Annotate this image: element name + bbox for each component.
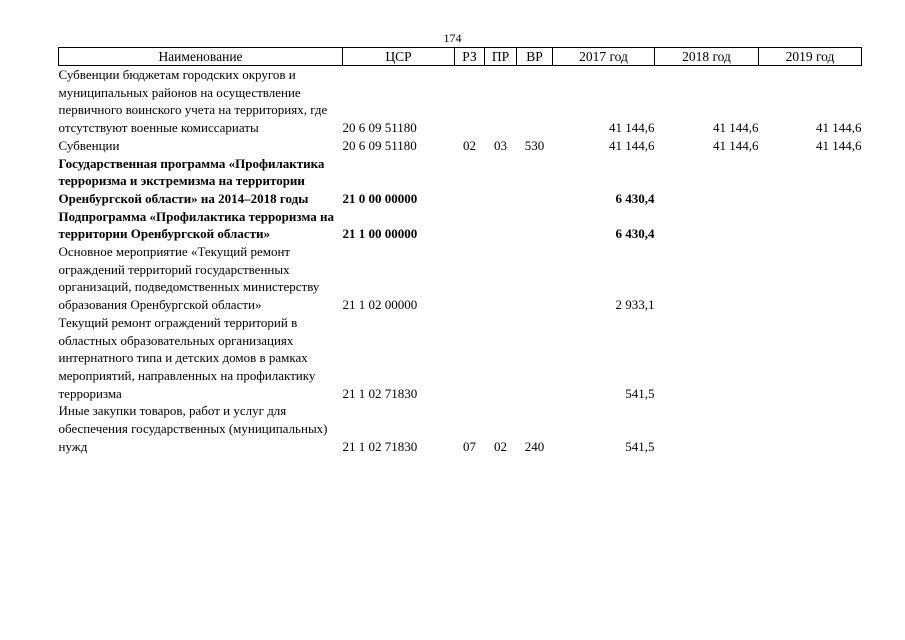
row-pr — [485, 243, 517, 314]
row-rz — [455, 243, 485, 314]
header-csr: ЦСР — [343, 48, 455, 66]
row-2019 — [759, 314, 862, 403]
row-rz — [455, 66, 485, 137]
row-2018 — [655, 243, 759, 314]
row-vr — [517, 314, 553, 403]
row-2018 — [655, 155, 759, 208]
row-2018: 41 144,6 — [713, 120, 759, 136]
header-2019: 2019 год — [759, 48, 862, 66]
row-csr: 21 0 00 00000 — [342, 190, 418, 206]
row-name: Субвенции — [58, 137, 120, 153]
header-pr: ПР — [485, 48, 517, 66]
row-2017: 6 430,4 — [615, 226, 655, 242]
row-name: Текущий ремонт ограждений территорий в областных образовательных организациях интернатного типа и детских домов в рамках мероприятий, направленных на профилактику терроризма — [58, 314, 316, 401]
row-csr: 20 6 09 51180 — [342, 120, 417, 136]
row-2017: 6 430,4 — [615, 190, 655, 206]
table-row — [59, 208, 862, 243]
table-header-row — [59, 48, 862, 66]
row-2017: 541,5 — [625, 385, 655, 401]
row-pr — [485, 66, 517, 137]
row-2019 — [759, 155, 862, 208]
row-2019: 41 144,6 — [816, 137, 862, 153]
row-rz — [455, 208, 485, 243]
row-2019 — [759, 208, 862, 243]
row-2017: 41 144,6 — [609, 137, 655, 153]
row-rz: 07 — [463, 438, 476, 454]
row-csr: 20 6 09 51180 — [342, 137, 417, 153]
row-vr — [517, 66, 553, 137]
row-name: Иные закупки товаров, работ и услуг для обеспечения государственных (муниципальных) нужд — [58, 403, 328, 454]
table-row — [59, 137, 862, 155]
budget-table — [58, 47, 862, 455]
row-2017: 541,5 — [625, 438, 655, 454]
row-csr: 21 1 02 71830 — [342, 438, 418, 454]
row-pr: 03 — [494, 137, 507, 153]
row-rz — [455, 155, 485, 208]
row-name: Субвенции бюджетам городских округов и муниципальных районов на осуществление первичного воинского учета на территориях, где отсутствуют военные комиссариаты — [58, 67, 328, 136]
table-row — [59, 66, 862, 137]
header-name: Наименование — [59, 48, 343, 66]
row-vr: 530 — [524, 137, 545, 153]
row-2019: 41 144,6 — [816, 120, 862, 136]
page-number: 174 — [443, 31, 462, 45]
row-name: Государственная программа «Профилактика терроризма и экстремизма на территории Оренбургской области» на 2014–2018 годы — [58, 155, 325, 206]
row-rz: 02 — [463, 137, 476, 153]
row-vr — [517, 155, 553, 208]
header-2018: 2018 год — [655, 48, 759, 66]
row-name: Основное мероприятие «Текущий ремонт ограждений территорий государственных организаций, подведомственных министерству образования Оренбургской области» — [58, 244, 320, 313]
row-pr — [485, 314, 517, 403]
row-vr — [517, 208, 553, 243]
row-csr: 21 1 00 00000 — [342, 226, 418, 242]
row-2019 — [759, 402, 862, 455]
row-pr: 02 — [494, 438, 507, 454]
row-pr — [485, 155, 517, 208]
table-row — [59, 243, 862, 314]
row-csr: 21 1 02 71830 — [342, 385, 418, 401]
row-2018 — [655, 402, 759, 455]
row-pr — [485, 208, 517, 243]
row-2018 — [655, 208, 759, 243]
table-row — [59, 155, 862, 208]
row-2018: 41 144,6 — [713, 137, 759, 153]
row-vr — [517, 243, 553, 314]
row-vr: 240 — [524, 438, 545, 454]
row-rz — [455, 314, 485, 403]
row-csr: 21 1 02 00000 — [342, 297, 418, 313]
row-2018 — [655, 314, 759, 403]
row-2017: 2 933,1 — [615, 297, 655, 313]
row-name: Подпрограмма «Профилактика терроризма на территории Оренбургской области» — [58, 208, 334, 242]
header-rz: РЗ — [455, 48, 485, 66]
row-2017: 41 144,6 — [609, 120, 655, 136]
table-row — [59, 402, 862, 455]
table-row — [59, 314, 862, 403]
header-vr: ВР — [517, 48, 553, 66]
row-2019 — [759, 243, 862, 314]
header-2017: 2017 год — [553, 48, 655, 66]
